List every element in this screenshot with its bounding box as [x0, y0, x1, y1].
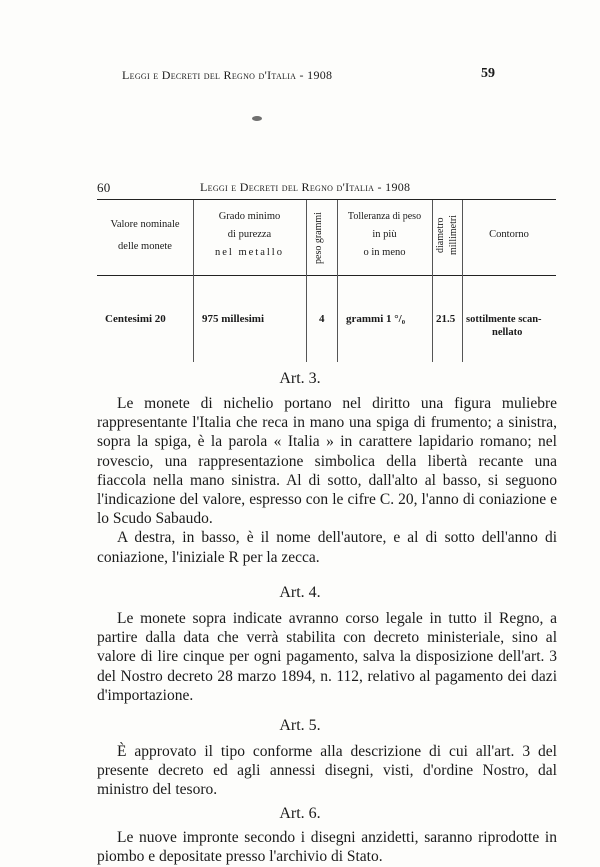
inner-page-number: 60 — [97, 180, 111, 195]
paragraph: Le nuove impronte secondo i disegni anzidetti, saranno riprodotte in piombo e depositate presso l'archivio di Stato. — [97, 829, 557, 866]
article-body — [97, 609, 557, 705]
header-diametro: diametro — [435, 217, 446, 253]
header-peso: peso grammi — [313, 212, 324, 264]
article-body — [97, 828, 557, 866]
paragraph: Le monete sopra indicate avranno corso legale in tutto il Regno, a partire dalla data che verrà stabilita con decreto ministeriale, sino al valore di lire cinque per ogni pagamento, salva la disposizione dell'art. 3 del Nostro decreto 28 marzo 1894, n. 112, relativo al pagamento dei dazi d'importazione. — [97, 610, 557, 704]
article-body — [97, 394, 557, 567]
ink-smudge — [252, 116, 262, 121]
paragraph: Le monete di nichelio portano nel diritto una figura muliebre rappresentante l'Italia che reca in mano una spiga di frumento; a sinistra, sopra la spiga, è la parola « Italia » in carattere lapidario romano; nel rovescio, una rappresentazione simbolica della libertà recante una fiaccola nella mano sinistra. Al di sotto, dall'alto al basso, si seguono l'indicazione del valore, espresso con le cifre C. 20, l'anno di coniazione e lo Scudo Sabaudo. — [97, 395, 557, 528]
header-grado-line1: Grado minimo — [218, 211, 281, 222]
header-millimetri: millimetri — [448, 215, 459, 255]
table-col-divider — [432, 200, 433, 362]
article-heading: Art. 4. — [279, 584, 321, 601]
header-grado — [193, 208, 306, 262]
page-number: 59 — [481, 66, 495, 81]
cell-valore: Centesimi 20 — [105, 313, 166, 325]
article-heading: Art. 3. — [279, 370, 321, 387]
cell-contorno-line2: nellato — [492, 327, 523, 338]
article-body — [97, 742, 557, 800]
article-heading: Art. 5. — [279, 717, 321, 734]
table-top-rule — [97, 199, 556, 200]
article-heading: Art. 6. — [279, 805, 321, 822]
paragraph: È approvato il tipo conforme alla descrizione di cui all'art. 3 del presente decreto ed agli annessi disegni, visti, d'ordine Nostro, dal ministro del tesoro. — [97, 743, 557, 799]
header-valore-line2: delle monete — [118, 241, 172, 252]
header-valore — [97, 216, 193, 256]
header-grado-line2: di purezza — [227, 229, 272, 240]
running-header-title: Leggi e Decreti del Regno d'Italia - 1908 — [122, 68, 333, 82]
cell-tolleranza: grammi 1 °/₀ — [346, 313, 406, 325]
table-header-rule — [97, 275, 556, 276]
cell-diametro: 21.5 — [436, 313, 456, 325]
cell-contorno-line1: sottilmente scan- — [466, 314, 542, 325]
paragraph: A destra, in basso, è il nome dell'autore, e al di sotto dell'anno di coniazione, l'iniziale R per la zecca. — [97, 529, 557, 566]
header-tolleranza-line1: Tolleranza di peso — [347, 211, 422, 222]
header-tolleranza — [337, 208, 432, 262]
cell-contorno — [466, 313, 558, 339]
table-col-divider — [306, 200, 307, 362]
header-contorno: Contorno — [489, 229, 529, 240]
table-col-divider — [462, 200, 463, 362]
inner-running-header-title: Leggi e Decreti del Regno d'Italia - 1908 — [200, 180, 411, 194]
header-tolleranza-line2: in più — [372, 229, 397, 240]
header-grado-line3: nel metallo — [215, 247, 284, 258]
cell-peso: 4 — [319, 313, 325, 325]
header-valore-line1: Valore nominale — [110, 219, 180, 230]
header-tolleranza-line3: o in meno — [363, 247, 406, 258]
cell-grado: 975 millesimi — [202, 313, 265, 325]
